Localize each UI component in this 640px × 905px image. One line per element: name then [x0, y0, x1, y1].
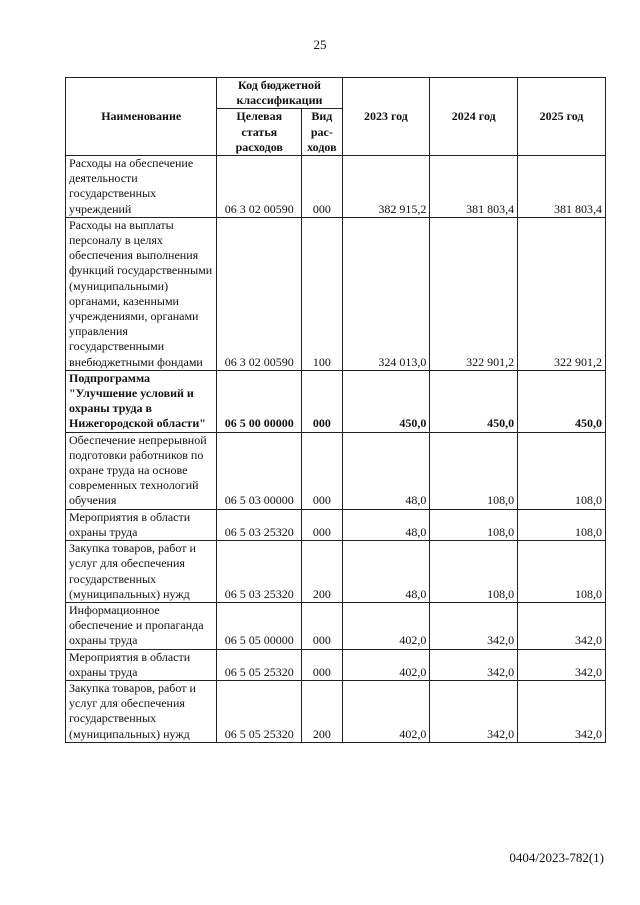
- table-row: [66, 432, 606, 509]
- row-name: Закупка товаров, работ и услуг для обеспечения государственных (муниципальных) нужд: [66, 541, 217, 603]
- row-name: Подпрограмма "Улучшение условий и охраны труда в Нижегородской области": [66, 370, 217, 432]
- row-value-2024: 381 803,4: [430, 156, 518, 218]
- row-value-2023: 48,0: [342, 509, 430, 540]
- row-target-article: 06 5 03 00000: [217, 432, 302, 509]
- row-value-2023: 402,0: [342, 680, 430, 742]
- table-row: [66, 602, 606, 649]
- document-number: 0404/2023-782(1): [509, 850, 604, 865]
- row-expense-type: 100: [302, 217, 342, 370]
- table-row: [66, 217, 606, 370]
- row-value-2025: 108,0: [518, 541, 606, 603]
- row-value-2023: 402,0: [342, 602, 430, 649]
- row-name: Информационное обеспечение и пропаганда охраны труда: [66, 602, 217, 649]
- page-number: 25: [313, 37, 327, 52]
- row-value-2024: 322 901,2: [430, 217, 518, 370]
- row-expense-type: 000: [302, 649, 342, 680]
- row-value-2024: 450,0: [430, 370, 518, 432]
- row-value-2024: 342,0: [430, 649, 518, 680]
- row-value-2024: 108,0: [430, 541, 518, 603]
- table-row: [66, 680, 606, 742]
- header-2024: 2024 год: [430, 78, 518, 156]
- table-row: [66, 649, 606, 680]
- header-expense-type: Вид рас-ходов: [302, 109, 342, 156]
- header-name: Наименование: [66, 78, 217, 156]
- row-value-2025: 342,0: [518, 680, 606, 742]
- table-row: [66, 509, 606, 540]
- row-name: Обеспечение непрерывной подготовки работников по охране труда на основе современных технологий обучения: [66, 432, 217, 509]
- row-value-2023: 324 013,0: [342, 217, 430, 370]
- row-value-2025: 342,0: [518, 649, 606, 680]
- row-target-article: 06 5 00 00000: [217, 370, 302, 432]
- row-value-2023: 450,0: [342, 370, 430, 432]
- row-name: Закупка товаров, работ и услуг для обеспечения государственных (муниципальных) нужд: [66, 680, 217, 742]
- table-row: [66, 370, 606, 432]
- row-value-2025: 342,0: [518, 602, 606, 649]
- budget-table: [65, 77, 606, 743]
- row-name: Расходы на обеспечение деятельности государственных учреждений: [66, 156, 217, 218]
- row-target-article: 06 3 02 00590: [217, 156, 302, 218]
- row-target-article: 06 3 02 00590: [217, 217, 302, 370]
- row-value-2025: 381 803,4: [518, 156, 606, 218]
- row-name: Расходы на выплаты персоналу в целях обеспечения выполнения функций государственными (муниципальными) органами, казенными учреждениями, органами управления государственными внебюджетными фондами: [66, 217, 217, 370]
- row-value-2025: 108,0: [518, 432, 606, 509]
- row-target-article: 06 5 03 25320: [217, 541, 302, 603]
- row-expense-type: 200: [302, 680, 342, 742]
- row-value-2023: 48,0: [342, 541, 430, 603]
- row-value-2023: 382 915,2: [342, 156, 430, 218]
- header-2025: 2025 год: [518, 78, 606, 156]
- row-value-2023: 48,0: [342, 432, 430, 509]
- table-row: [66, 541, 606, 603]
- header-2023: 2023 год: [342, 78, 430, 156]
- row-name: Мероприятия в области охраны труда: [66, 649, 217, 680]
- row-value-2024: 342,0: [430, 680, 518, 742]
- row-value-2024: 108,0: [430, 432, 518, 509]
- row-value-2023: 402,0: [342, 649, 430, 680]
- table-row: [66, 156, 606, 218]
- row-expense-type: 000: [302, 509, 342, 540]
- header-budget-code: Код бюджетной классификации: [217, 78, 342, 109]
- row-expense-type: 000: [302, 370, 342, 432]
- row-target-article: 06 5 05 00000: [217, 602, 302, 649]
- row-target-article: 06 5 05 25320: [217, 649, 302, 680]
- row-expense-type: 000: [302, 156, 342, 218]
- header-target-article: Целевая статья расходов: [217, 109, 302, 156]
- row-value-2024: 108,0: [430, 509, 518, 540]
- row-value-2025: 322 901,2: [518, 217, 606, 370]
- row-target-article: 06 5 05 25320: [217, 680, 302, 742]
- row-value-2025: 108,0: [518, 509, 606, 540]
- row-expense-type: 200: [302, 541, 342, 603]
- row-expense-type: 000: [302, 602, 342, 649]
- row-expense-type: 000: [302, 432, 342, 509]
- row-value-2025: 450,0: [518, 370, 606, 432]
- row-name: Мероприятия в области охраны труда: [66, 509, 217, 540]
- row-value-2024: 342,0: [430, 602, 518, 649]
- row-target-article: 06 5 03 25320: [217, 509, 302, 540]
